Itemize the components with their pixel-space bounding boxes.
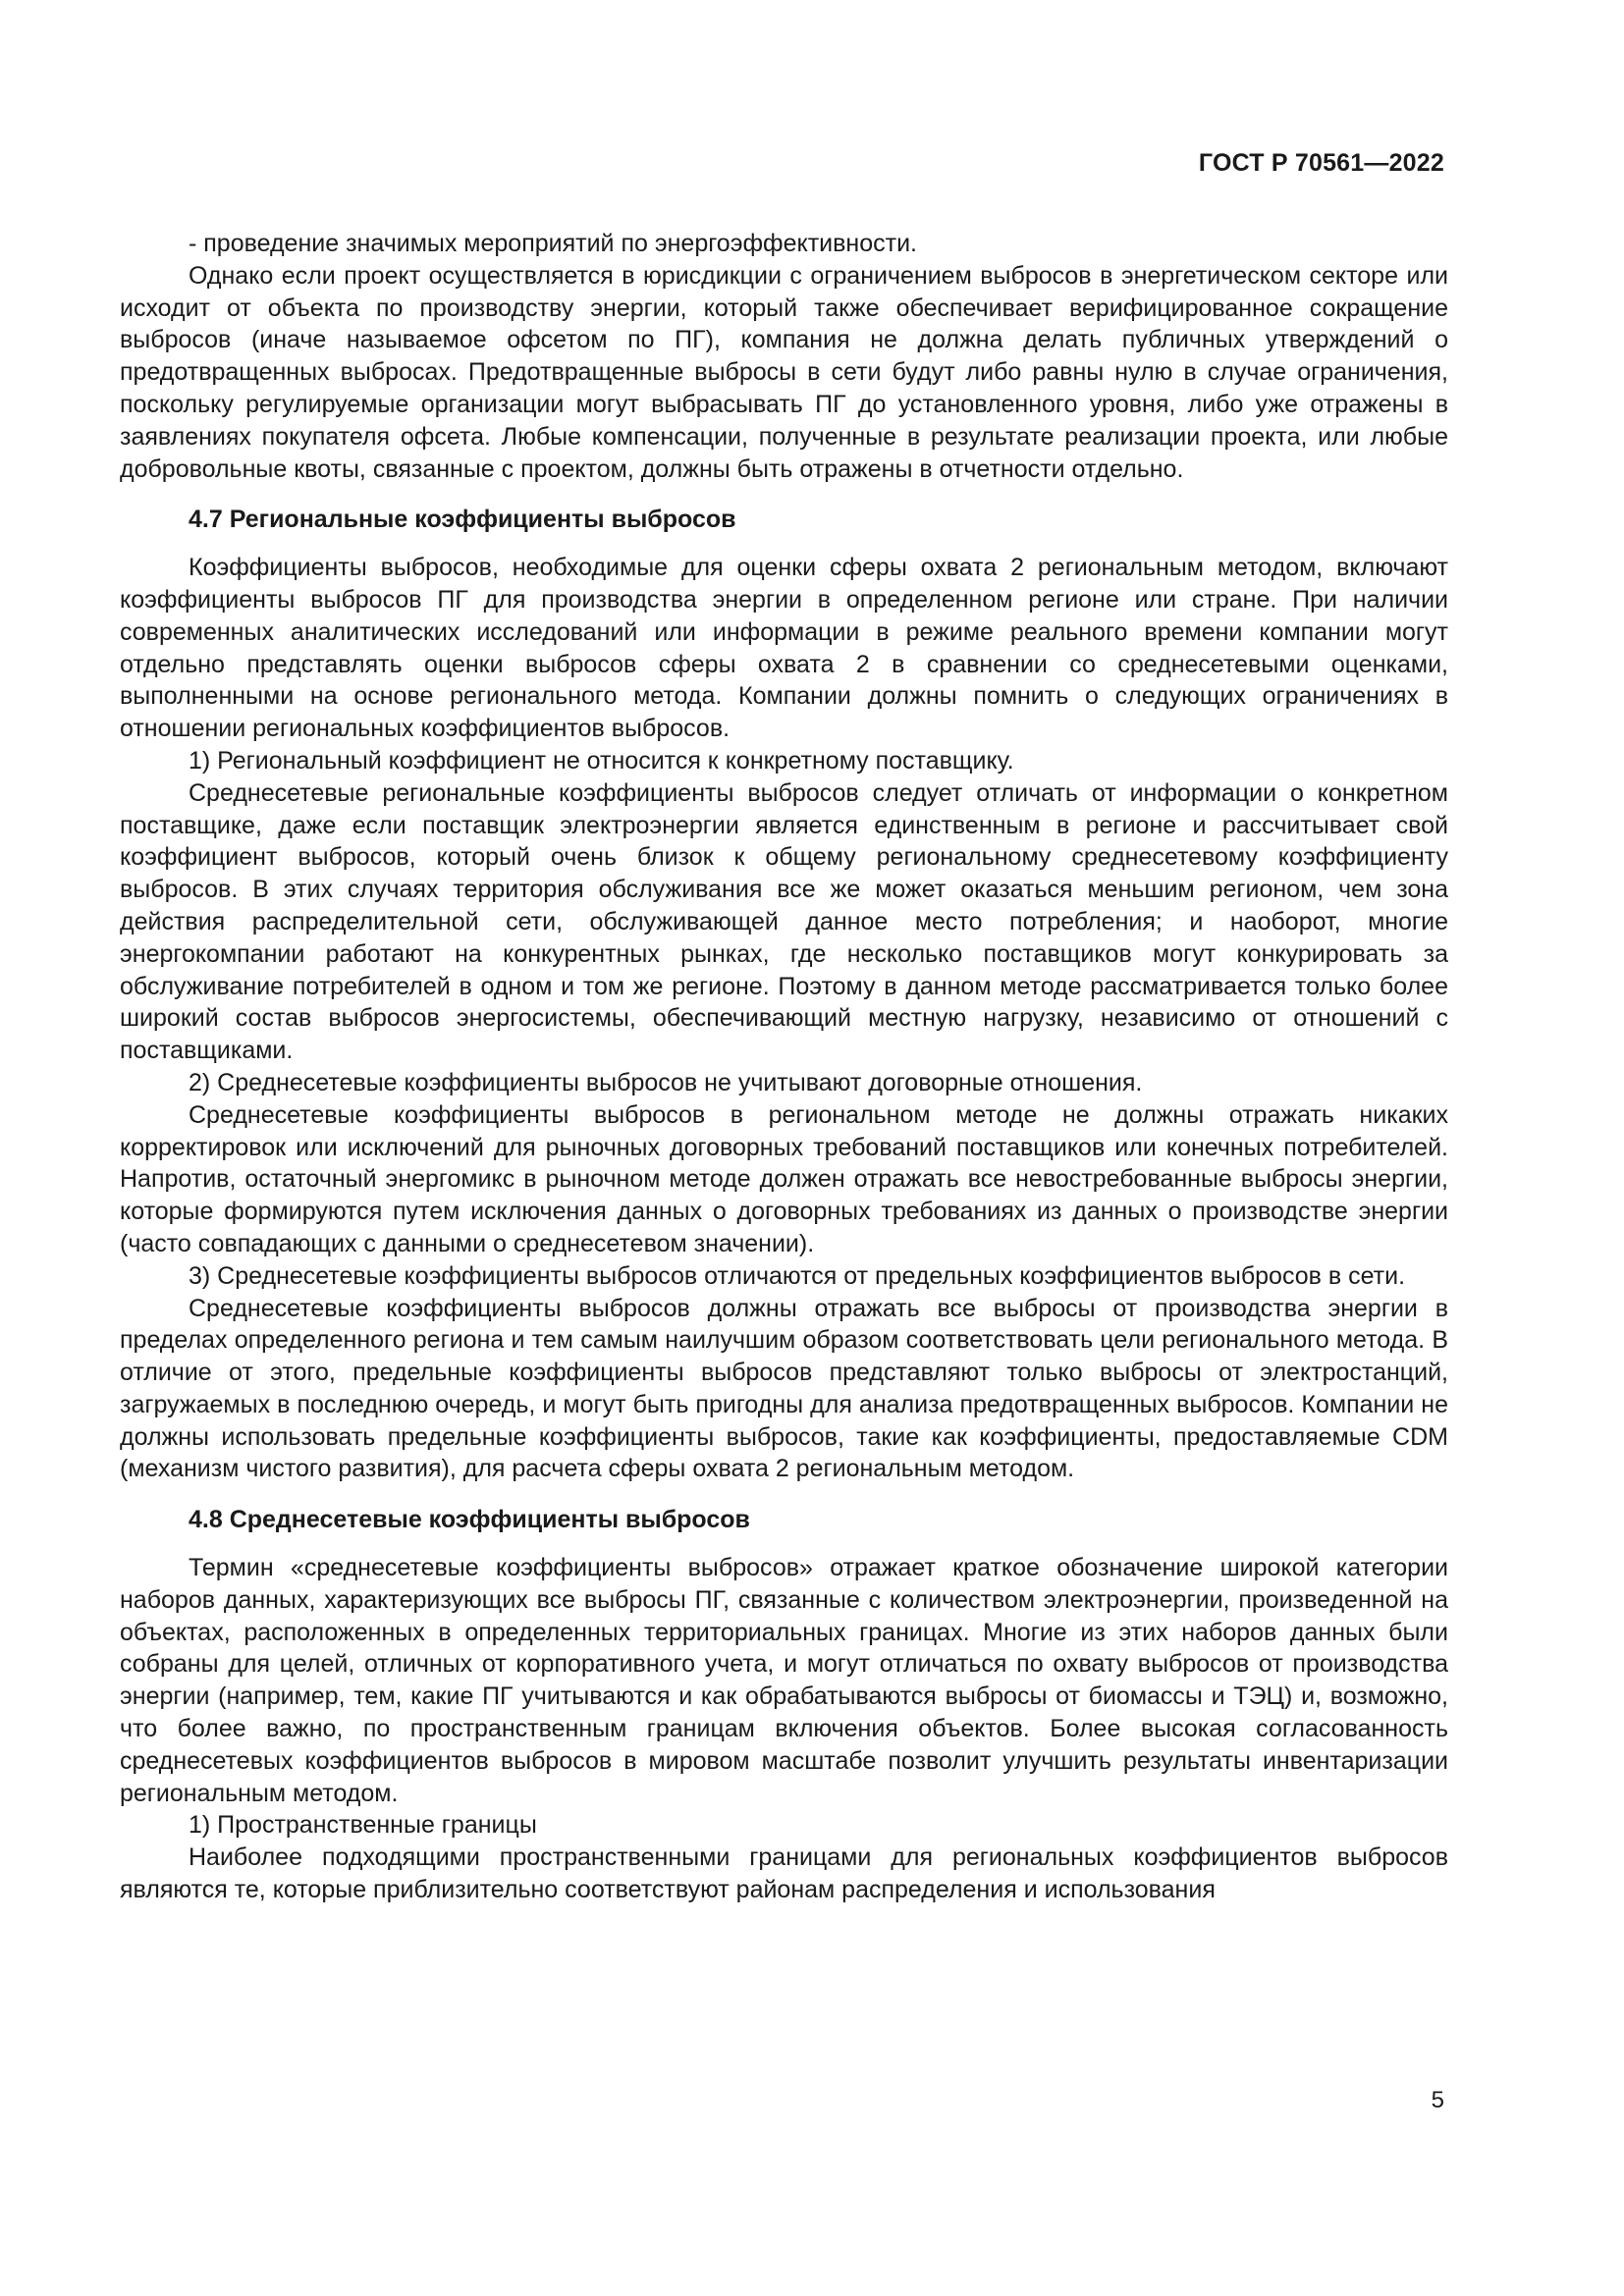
list-item: 1) Региональный коэффициент не относится к конкретному поставщику. [189, 746, 1014, 774]
document-body [120, 228, 1448, 1906]
paragraph: Наиболее подходящими пространственными границами для региональных коэффициентов выбросов являются те, которые приблизительно соответствуют районам распределения и использования [120, 1843, 1448, 1904]
paragraph: Коэффициенты выбросов, необходимые для оценки сферы охвата 2 региональным методом, включают коэффициенты выбросов ПГ для производства энергии в определенном регионе или стране. При наличии современных аналитических исследований или информации в режиме реального времени компании могут отдельно представлять оценки выбросов сферы охвата 2 в сравнении со среднесетевыми оценками, выполненными на основе регионального метода. Компании должны помнить о следующих ограничениях в отношении региональных коэффициентов выбросов. [120, 554, 1448, 743]
paragraph: Среднесетевые коэффициенты выбросов должны отражать все выбросы от производства энергии в пределах определенного региона и тем самым наилучшим образом соответствовать цели регионального метода. В отличие от этого, предельные коэффициенты выбросов представляют только выбросы от электростанций, загружаемых в последнюю очередь, и могут быть пригодны для анализа предотвращенных выбросов. Компании не должны использовать предельные коэффициенты выбросов, такие как коэффициенты, предоставляемые CDM (механизм чистого развития), для расчета сферы охвата 2 региональным методом. [120, 1294, 1448, 1483]
list-item: 1) Пространственные границы [189, 1811, 537, 1840]
list-item: 2) Среднесетевые коэффициенты выбросов не учитывают договорные отношения. [189, 1068, 1143, 1096]
paragraph: Среднесетевые коэффициенты выбросов в региональном методе не должны отражать никаких корректировок или исключений для рыночных договорных требований поставщиков или конечных потребителей. Напротив, остаточный энергомикс в рыночном методе должен отражать все невостребованные выбросы энергии, которые формируются путем исключения данных о договорных требованиях из данных о производстве энергии (часто совпадающих с данными о среднесетевом значении). [120, 1100, 1448, 1257]
paragraph: Термин «среднесетевые коэффициенты выбросов» отражает краткое обозначение широкой категории наборов данных, характеризующих все выбросы ПГ, связанные с количеством электроэнергии, произведенной на объектах, расположенных в определенных территориальных границах. Многие из этих наборов данных были собраны для целей, отличных от корпоративного учета, и могут отличаться по охвату выбросов от производства энергии (например, тем, какие ПГ учитываются и как обрабатываются выбросы от биомассы и ТЭЦ) и, возможно, что более важно, по пространственным границам включения объектов. Более высокая согласованность среднесетевых коэффициентов выбросов в мировом масштабе позволит улучшить результаты инвентаризации региональным методом. [120, 1554, 1448, 1807]
paragraph: - проведение значимых мероприятий по энергоэффективности. [189, 230, 917, 257]
document-header: ГОСТ Р 70561—2022 [1198, 149, 1444, 177]
paragraph: Среднесетевые региональные коэффициенты выбросов следует отличать от информации о конкретном поставщике, даже если поставщик электроэнергии является единственным в регионе и рассчитывает свой коэффициент выбросов, который очень близок к общему региональному среднесетевому коэффициенту выбросов. В этих случаях территория обслуживания все же может оказаться меньшим регионом, чем зона действия распределительной сети, обслуживающей данное место потребления; и наоборот, многие энергокомпании работают на конкурентных рынках, где несколько поставщиков могут конкурировать за обслуживание потребителей в одном и том же регионе. Поэтому в данном методе рассматривается только более широкий состав выбросов энергосистемы, обеспечивающий местную нагрузку, независимо от отношений с поставщиками. [120, 778, 1448, 1065]
list-item: 3) Среднесетевые коэффициенты выбросов отличаются от предельных коэффициентов выбросов в сети. [189, 1261, 1406, 1290]
page-number: 5 [1431, 2087, 1444, 2113]
section-heading-4-8: 4.8 Среднесетевые коэффициенты выбросов [189, 1506, 750, 1534]
paragraph: Однако если проект осуществляется в юрисдикции с ограничением выбросов в энергетическом секторе или исходит от объекта по производству энергии, который также обеспечивает верифицированное сокращение выбросов (иначе называемое офсетом по ПГ), компания не должна делать публичных утверждений о предотвращенных выбросах. Предотвращенные выбросы в сети будут либо равны нулю в случае ограничения, поскольку регулируемые организации могут выбрасывать ПГ до установленного уровня, либо уже отражены в заявлениях покупателя офсета. Любые компенсации, полученные в результате реализации проекта, или любые добровольные квоты, связанные с проектом, должны быть отражены в отчетности отдельно. [120, 261, 1448, 483]
section-heading-4-7: 4.7 Региональные коэффициенты выбросов [189, 506, 736, 534]
